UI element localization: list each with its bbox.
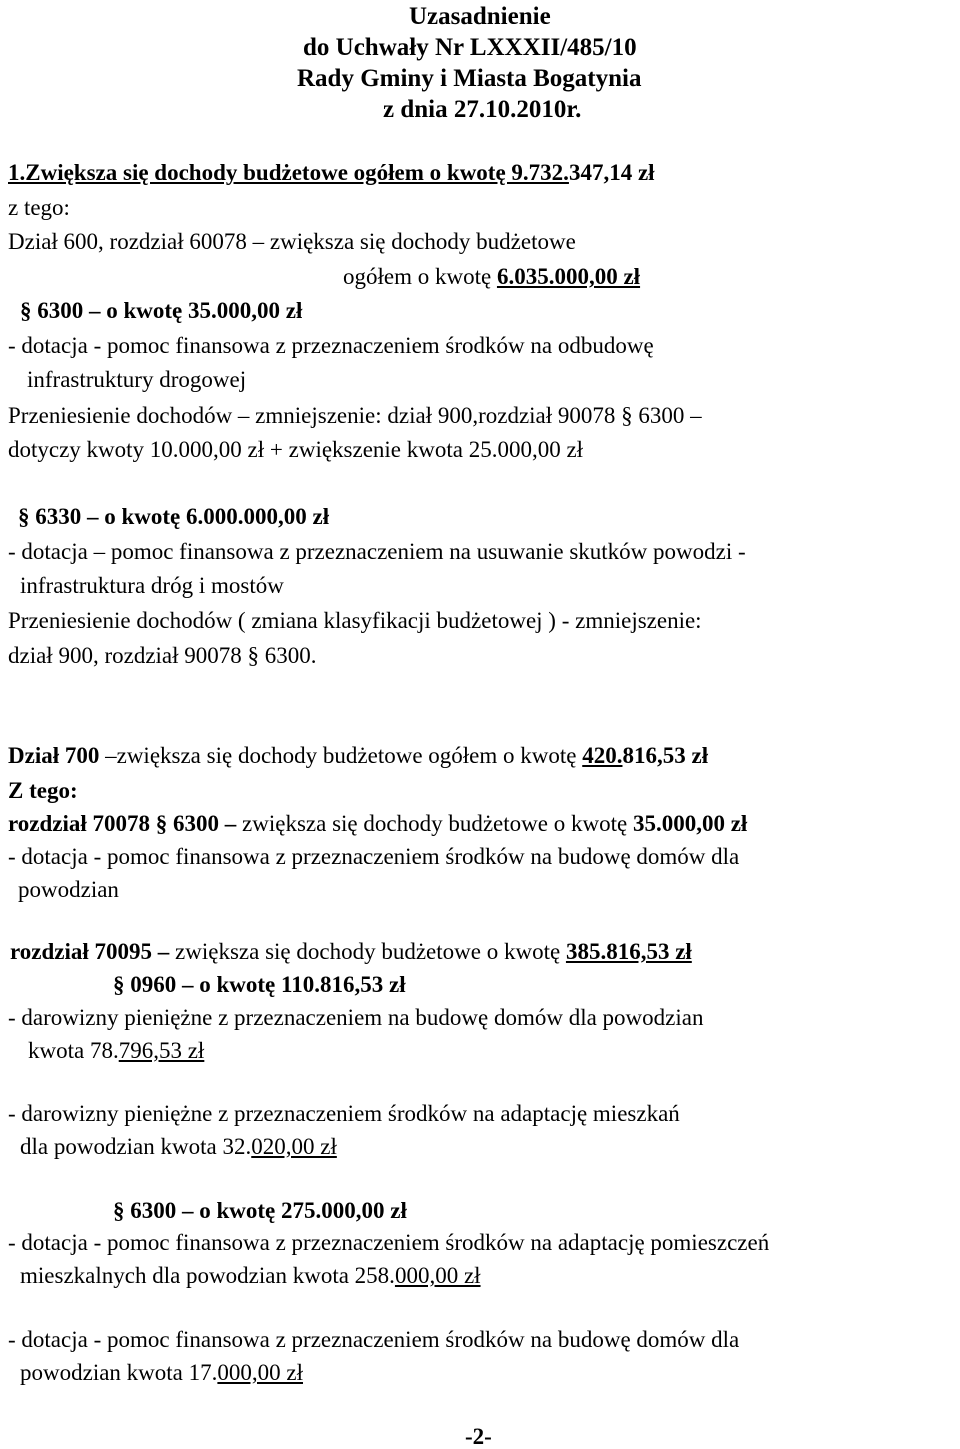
dotacja-2-amount: powodzian kwota 17.000,00 zł: [20, 1360, 303, 1385]
paragraph-6300-desc: - dotacja - pomoc finansowa z przeznaczeniem środków na odbudowę: [8, 333, 654, 358]
resolution-date: z dnia 27.10.2010r.: [383, 96, 582, 123]
council-name: Rady Gminy i Miasta Bogatynia: [297, 65, 642, 92]
transfer-note-2-cont: dział 900, rozdział 90078 § 6300.: [8, 643, 317, 668]
paragraph-6300-section2-amount: § 6300 – o kwotę 275.000,00 zł: [113, 1198, 407, 1223]
dotacja-1: - dotacja - pomoc finansowa z przeznaczeniem środków na adaptację pomieszczeń: [8, 1230, 770, 1255]
rozdzial-70078-desc: - dotacja - pomoc finansowa z przeznaczeniem środków na budowę domów dla: [8, 844, 740, 869]
paragraph-6300-amount: § 6300 – o kwotę 35.000,00 zł: [20, 298, 303, 323]
transfer-note-1-cont: dotyczy kwoty 10.000,00 zł + zwiększenie kwota 25.000,00 zł: [8, 437, 584, 462]
document-title: Uzasadnienie: [409, 3, 551, 30]
dzial-600-line: Dział 600, rozdział 60078 – zwiększa się dochody budżetowe: [8, 229, 576, 254]
transfer-note-2: Przeniesienie dochodów ( zmiana klasyfikacji budżetowej ) - zmniejszenie:: [8, 608, 702, 633]
paragraph-6330-desc-cont: infrastruktura dróg i mostów: [20, 573, 284, 598]
transfer-note-1: Przeniesienie dochodów – zmniejszenie: dział 900,rozdział 90078 § 6300 –: [8, 403, 702, 428]
section2-z-tego: Z tego:: [8, 778, 78, 803]
darowizny-2: - darowizny pieniężne z przeznaczeniem środków na adaptację mieszkań: [8, 1101, 680, 1126]
dotacja-1-amount: mieszkalnych dla powodzian kwota 258.000,00 zł: [20, 1263, 481, 1288]
paragraph-6330-amount: § 6330 – o kwotę 6.000.000,00 zł: [18, 504, 330, 529]
dotacja-2: - dotacja - pomoc finansowa z przeznaczeniem środków na budowę domów dla: [8, 1327, 740, 1352]
rozdzial-70078-line: rozdział 70078 § 6300 – zwiększa się dochody budżetowe o kwotę 35.000,00 zł: [8, 811, 748, 836]
section1-intro: 1.Zwiększa się dochody budżetowe ogółem o kwotę 9.732.347,14 zł: [8, 160, 655, 185]
darowizny-1-amount: kwota 78.796,53 zł: [28, 1038, 205, 1063]
resolution-number: do Uchwały Nr LXXXII/485/10: [303, 34, 637, 61]
rozdzial-70095-line: rozdział 70095 – zwiększa się dochody budżetowe o kwotę 385.816,53 zł: [10, 939, 692, 964]
rozdzial-70078-desc-cont: powodzian: [18, 877, 119, 902]
dzial-600-total: ogółem o kwotę 6.035.000,00 zł: [343, 264, 641, 289]
paragraph-0960-amount: § 0960 – o kwotę 110.816,53 zł: [113, 972, 406, 997]
section1-z-tego: z tego:: [8, 195, 70, 220]
paragraph-6300-desc-cont: infrastruktury drogowej: [27, 367, 247, 392]
darowizny-2-amount: dla powodzian kwota 32.020,00 zł: [20, 1134, 337, 1159]
paragraph-6330-desc: - dotacja – pomoc finansowa z przeznaczeniem na usuwanie skutków powodzi -: [8, 539, 746, 564]
darowizny-1: - darowizny pieniężne z przeznaczeniem na budowę domów dla powodzian: [8, 1005, 704, 1030]
page-number: -2-: [465, 1424, 492, 1449]
dzial-700-line: Dział 700 –zwiększa się dochody budżetowe ogółem o kwotę 420.816,53 zł: [8, 743, 709, 768]
